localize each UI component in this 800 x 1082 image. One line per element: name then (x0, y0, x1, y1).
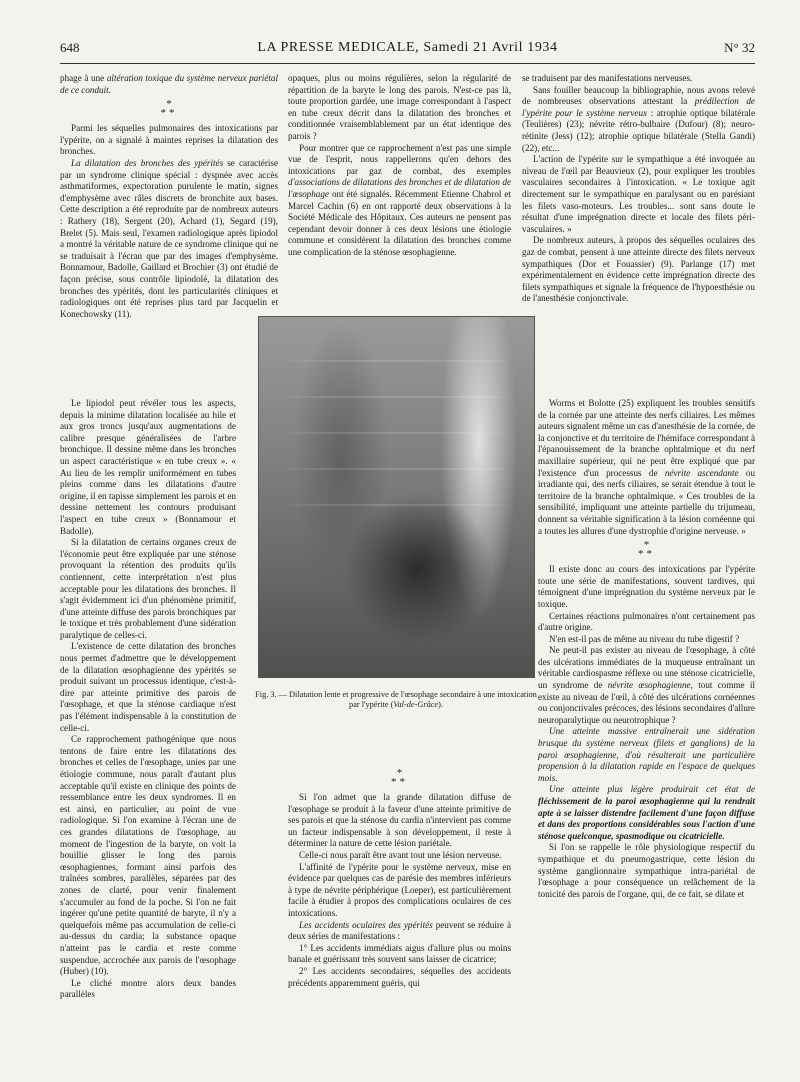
paragraph: Si la dilatation de certains organes creux de l'économie peut être expliquée par une sténose provoquant la rétention des produits qu'ils contiennent, cette interprétation n'est plus acceptable pour les dilatations des bronches. Il s'agit évidemment ici d'un phénomène primitif, d'une atteinte diffuse des parois bronchiques par le toxique et très probablement d'une sidération paralytique de celles-ci. (60, 537, 236, 640)
paragraph: N'en est-il pas de même au niveau du tube digestif ? (549, 633, 740, 644)
column-3-top (522, 73, 755, 305)
paragraph: Celle-ci nous paraît être avant tout une lésion nerveuse. (299, 849, 502, 860)
section-separator: * ** (391, 767, 408, 788)
journal-title (60, 40, 755, 56)
paragraph: Ne peut-il pas exister au niveau de l'œsophage, à côté des ulcérations immédiates de la muqueuse entraînant un véritable cardiospasme réflexe ou une sténose cicatricielle, un syndrome de névrite œsophagienne, tout comme il existe au niveau de l'œil, à côté des ulcérations cornéennes ou conjonctivales précoces, des lésions secondaires d'allure neuroparalytique ou neurotrophique ? (538, 645, 756, 725)
paragraph: De nombreux auteurs, à propos des séquelles oculaires des gaz de combat, pensent à une atteinte directe des filets nerveux sympathiques (Dor et Fouassier) (9). Parlange (17) met expérimentalement en évidence cette imprégnation directe des filets sympathiques et signale la fréquence de l'hypoesthésie ou de l'anesthésie conjonctivale. (522, 235, 755, 304)
paragraph: Parmi les séquelles pulmonaires des intoxications par l'ypérite, on a signalé à maintes reprises la dilatation des bronches. (60, 123, 278, 157)
section-separator: * ** (160, 98, 178, 120)
paragraph: Worms et Bolotte (25) expliquent les troubles sensitifs de la cornée par une atteinte des nerfs ciliaires. Les mêmes auteurs signalent même un cas d'anesthésie de la cornée, de la conjonctive et du territoire de l'hémiface correspondant à l'épanouissement de la branche ophtalmique et du nerf maxillaire supérieur, qui ne peut être expliqué que par l'existence d'un processus de névrite ascendante ou irradiante qui, des nerfs ciliaires, se serait étendue à tout le territoire de la branche ophtalmique. « Ces troubles de la sensibilité, impliquant une atteinte partielle du trijumeau, donnent sa véritable signification à la lésion cornéenne qui a toutes les allures d'une dystrophie d'origine nerveuse. » (538, 398, 756, 536)
paragraph: L'affinité de l'ypérite pour le système nerveux, mise en évidence par quelques cas de parésie des membres inférieurs à type de névrite périphérique (Loeper), est particulièrement facile à étudier à propos des complications oculaires de ces intoxications. (288, 861, 511, 918)
column-2-bottom (288, 765, 511, 989)
paragraph: Le lipiodol peut révéler tous les aspects, depuis la minime dilatation localisée au hile et aux gros troncs jusqu'aux augmentations de calibre presque généralisées de l'arbre bronchique. Il dessine même dans les bronches un aspect caractéristique « en tube creux ». « Au lieu de les remplir uniformément en tubes pleins comme dans les dilatations d'autre origine, il en tapisse simplement les parois et en dessine nettement les contours produisant l'aspect en tube creux » (Bonnamour et Badolle). (60, 398, 236, 536)
section-separator: * ** (638, 539, 655, 561)
paragraph: 1° Les accidents immédiats aigus d'allure plus ou moins banale et guérissant très souvent sans laisser de cicatrice; (288, 942, 511, 965)
issue-number: N° 32 (724, 40, 755, 55)
paragraph: se traduisent par des manifestations nerveuses. (522, 73, 693, 83)
column-1-bottom (60, 398, 236, 1001)
paragraph: 2° Les accidents secondaires, séquelles des accidents précédents apparemment guéris, qui (288, 965, 511, 988)
paragraph: Une atteinte plus légère produirait cet état de fléchissement de la paroi œsophagienne qui la rendrait apte à se laisser distendre facilement d'une façon diffuse et dans des proportions considérables sous l'action d'une sténose quelconque, spasmodique ou cicatricielle. (538, 784, 755, 841)
xray-figure (258, 316, 535, 678)
paragraph: Il existe donc au cours des intoxications par l'ypérite toute une série de manifestations, souvent tardives, qui témoignent d'une imprégnation du système nerveux par le toxique. (538, 564, 755, 609)
header-rule (60, 63, 755, 64)
journal-name: LA PRESSE MEDICALE, (257, 40, 420, 55)
page-number: 648 (60, 40, 80, 55)
paragraph: L'existence de cette dilatation des bronches nous permet d'admettre que le développement de la dilatation œsophagienne des ypérités se produit suivant un processus identique, c'est-à-dire par atteinte primitive des parois de l'œsophage, et que la sténose cardiaque n'est pas l'élément indispensable à la constitution de celle-ci. (60, 641, 236, 733)
paragraph: Le cliché montre alors deux bandes parallèles (60, 977, 236, 1000)
issue-date: Samedi 21 Avril 1934 (423, 40, 558, 55)
paragraph: Certaines réactions pulmonaires n'ont certainement pas d'autre origine. (538, 610, 755, 633)
paragraph: Pour montrer que ce rapprochement n'est pas une simple vue de l'esprit, nous rappellerons qu'en dehors des intoxications par gaz de combat, des exemples d'associations de dilatations des bronches et de dilatation de l'œsophage ont été signalés. Récemment Etienne Chabrol et Marcel Cachin (6) en ont rapporté deux observations à la Société Médicale des Hôpitaux. Ces auteurs ne pensent pas cependant devoir donner à ces deux lésions une étiologie commune et considèrent la dilatation des bronches comme une complication de la sténose œsophagienne. (288, 142, 511, 257)
paragraph: Les accidents oculaires des ypérités peuvent se réduire à deux séries de manifestations : (288, 919, 511, 942)
column-1-top (60, 73, 278, 320)
paragraph: Ce rapprochement pathogénique que nous tentons de faire entre les dilatations des bronches et celles de l'œsophage, unies par une étiologie commune, nous paraît d'autant plus acceptable qu'il existe en clinique des points de ressemblance entre les deux syndromes. Il en est ainsi, en particulier, au point de vue radiologique. Si l'on examine à l'écran une de ces grandes dilatations de l'œsophage, au moment de l'ingestion de la baryte, on voit la bouillie glisser le long des parois œsophagiennes, formant ainsi parfois des traînées sombres, parallèles, séparées par des zones de clarté, pour venir finalement s'accumuler au fond de la poche. Si l'on ne fait ingérer qu'une petite quantité de baryte, il n'y a quelquefois même pas accumulation de celle-ci au-dessus du cardia; la substance opaque n'atteint pas le cardia et reste comme suspendue, accrochée aux parois de l'œsophage (Huber) (10). (60, 734, 236, 977)
paragraph: L'action de l'ypérite sur le sympathique a été invoquée au niveau de l'œil par Beauvieux (2), pour expliquer les troubles vasculaires secondaires à l'intoxication. « Le toxique agit directement sur le sympathique en paralysant ou en parésiant les filets vaso-moteurs. Les troubles... sont sans doute le résultat d'une imprégnation directe et locale des filets péri-vasculaires. » (522, 154, 755, 234)
page-header (60, 40, 755, 60)
column-2-top (288, 73, 511, 259)
paragraph: Si l'on se rappelle le rôle physiologique respectif du sympathique et du pneumogastrique, cette lésion du système ganglionnaire sympathique intra-pariétal de l'œsophage a pour conséquence un relâchement de la tonicité des parois de l'organe, qui, de ce fait, se dilate et (538, 842, 755, 899)
paragraph: La dilatation des bronches des ypérités se caractérise par un syndrome clinique spécial : dyspnée avec accès asthmatiformes, expectoration purulente le matin, signes d'emphysème avec râles discrets de bronchite aux bases. Cette description a été reproduite par de nombreux auteurs : Rathery (18), Sergent (20), Achard (1), Segard (19), Brelet (5). Mais seul, l'examen radiologique après lipiodol a montré la véritable nature de ce syndrome clinique qui ne se traduisait à l'écran que par des images d'emphysème. Bonnamour, Badolle, Gaillard et Brochier (3) ont étudié de façon précise, sous contrôle lipiodolé, la dilatation des bronches des ypérités, dont les particularités cliniques et radiologiques ont été reprises plus tard par Jacquelin et Konechowsky (11). (60, 157, 278, 319)
column-3-bottom (538, 398, 755, 900)
paragraph: Sans fouiller beaucoup la bibliographie, nous avons relevé de nombreuses observations attestant la prédilection de l'ypérite pour le système nerveux : atrophie optique bilatérale (Teulières) (23); névrite rétro-bulbaire (Dufour) (8); neuro-rétinite (Jess) (12); atrophie optique bilatérale (Stella Gandi) (22), etc... (522, 84, 755, 153)
paragraph: Si l'on admet que la grande dilatation diffuse de l'œsophage se produit à la faveur d'une atteinte primitive de ses parois et que la sténose du cardia n'intervient pas comme un facteur indispensable à son développement, il reste à déterminer la nature de cette lésion pariétale. (288, 792, 511, 849)
paragraph: phage à une altération toxique du système nerveux pariétal de ce conduit. (60, 73, 279, 95)
figure-caption: Fig. 3. — Dilatation lente et progressive de l'œsophage secondaire à une intoxication par l'ypérite (Val-de-Grâce). (255, 690, 537, 709)
paragraph: opaques, plus ou moins régulières, selon la régularité de répartition de la baryte le long des parois. N'est-ce pas là, toute proportion gardée, une image correspondant à l'aspect en tube creux décrit dans la dilatation des bronches et conditionnée vraisemblablement par un état identique des parois ? (288, 73, 511, 141)
paragraph: Une atteinte massive entraînerait une sidération brusque du système nerveux (filets et ganglions) de la paroi œsophagienne, d'où résulterait une particulière propension à la dilatation rapide en l'espace de quelques mois. (538, 726, 755, 783)
